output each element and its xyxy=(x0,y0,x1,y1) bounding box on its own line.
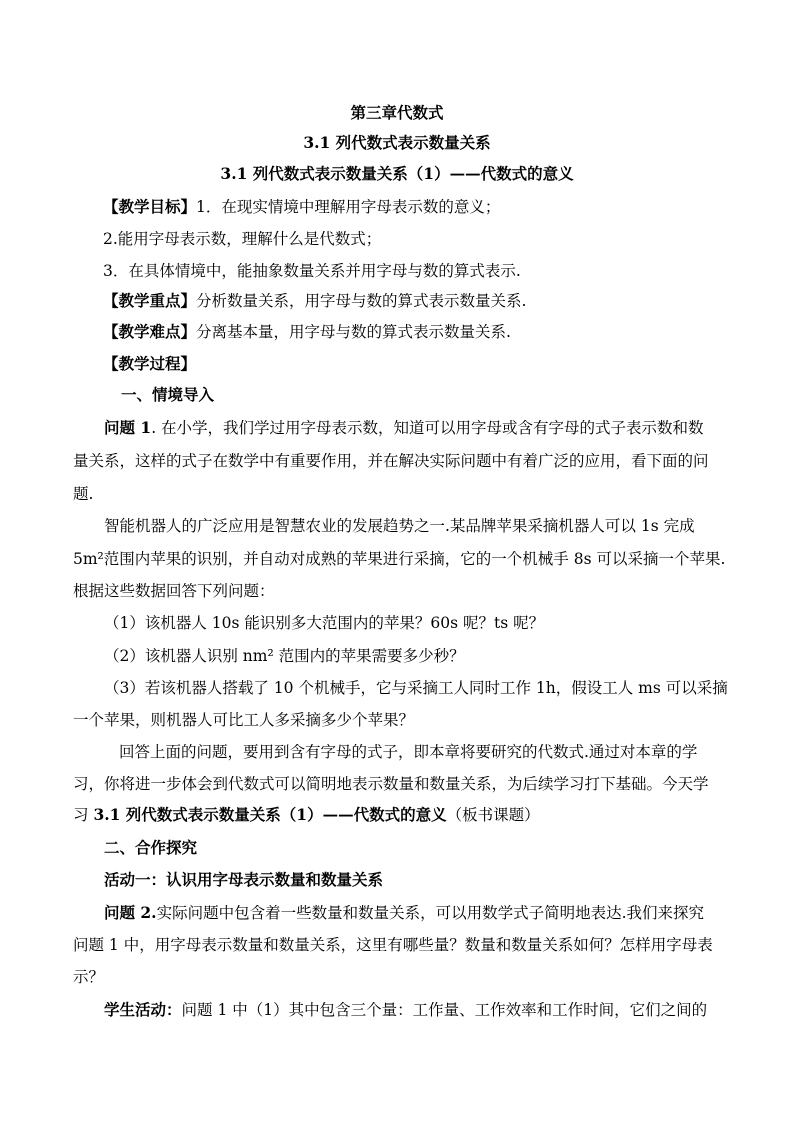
key-points-label: 【教学重点】 xyxy=(103,291,197,310)
section-title: 3.1 列代数式表示数量关系 xyxy=(303,133,491,152)
goals-line-2: 2.能用字母表示数，理解什么是代数式； xyxy=(103,230,382,248)
para1-line-3: 根据这些数据回答下列问题： xyxy=(73,582,275,600)
sub-question-3-line-2: 一个苹果，则机器人可比工人多采摘多少个苹果？ xyxy=(73,711,415,729)
key-points-text: 分析数量关系，用字母与数的算式表示数量关系. xyxy=(196,292,527,310)
para1-line-2: 5m²范围内苹果的识别，并自动对成熟的苹果进行采摘，它的一个机械手 8s 可以采摘一个苹果. xyxy=(73,550,726,568)
q2-label: 问题 2. xyxy=(104,903,157,922)
para2-prefix: 习 xyxy=(73,806,94,824)
q2-line-1 xyxy=(104,903,704,923)
chapter-title: 第三章代数式 xyxy=(350,103,444,122)
q2-text-1: 实际问题中包含着一些数量和数量关系，可以用数学式子简明地表达.我们来探究 xyxy=(156,904,705,922)
sub-question-3-line-1: （3）若该机器人搭载了 10 个机械手，它与采摘工人同时工作 1h，假设工人 ms 可以采摘 xyxy=(104,679,728,697)
q1-line-2: 量关系，这样的式子在数学中有重要作用，并在解决实际问题中有着广泛的应用，看下面的问 xyxy=(73,452,709,470)
sub-question-2: （2）该机器人识别 nm² 范围内的苹果需要多少秒？ xyxy=(104,647,465,665)
q1-line-3: 题. xyxy=(73,485,94,503)
q2-line-3: 示？ xyxy=(73,968,105,986)
part2-heading: 二、合作探究 xyxy=(104,838,198,857)
q1-line-1 xyxy=(104,418,704,438)
para2-line-1: 回答上面的问题，要用到含有字母的式子，即本章将要研究的代数式.通过对本章的学 xyxy=(119,743,698,761)
difficulties xyxy=(103,322,511,342)
goals-text-1: 1．在现实情境中理解用字母表示数的意义； xyxy=(196,198,501,216)
q1-text-1: . 在小学，我们学过用字母表示数，知道可以用字母或含有字母的式子表示数和数 xyxy=(151,419,704,437)
part1-heading: 一、情境导入 xyxy=(121,385,215,404)
student-activity-text: 问题 1 中（1）其中包含三个量：工作量、工作效率和工作时间，它们之间的 xyxy=(181,1001,708,1019)
para2-line-3 xyxy=(73,805,540,825)
difficulties-text: 分离基本量，用字母与数的算式表示数量关系. xyxy=(196,323,511,341)
key-points xyxy=(103,291,526,311)
activity1-heading: 活动一：认识用字母表示数量和数量关系 xyxy=(104,870,384,889)
para2-lesson-title: 3.1 列代数式表示数量关系（1）——代数式的意义 xyxy=(93,805,447,824)
process-label: 【教学过程】 xyxy=(103,354,197,373)
student-activity-label: 学生活动： xyxy=(104,1000,182,1019)
lesson-title: 3.1 列代数式表示数量关系（1）——代数式的意义 xyxy=(220,164,574,183)
sub-question-1: （1）该机器人 10s 能识别多大范围内的苹果？60s 呢？ts 呢？ xyxy=(104,614,545,632)
student-activity-line xyxy=(104,1000,707,1020)
goals-label: 【教学目标】 xyxy=(103,197,197,216)
difficulties-label: 【教学难点】 xyxy=(103,322,197,341)
para2-line-2: 习，你将进一步体会到代数式可以简明地表示数量和数量关系，为后续学习打下基础。今天学 xyxy=(73,775,709,793)
goals-line-3: 3．在具体情境中，能抽象数量关系并用字母与数的算式表示. xyxy=(103,262,521,280)
goals-line-1 xyxy=(103,197,500,217)
para2-suffix: （板书课题） xyxy=(446,806,540,824)
para1-line-1: 智能机器人的广泛应用是智慧农业的发展趋势之一.某品牌苹果采摘机器人可以 1s 完成 xyxy=(104,517,695,535)
q1-label: 问题 1 xyxy=(104,418,152,437)
q2-line-2: 问题 1 中，用字母表示数量和数量关系，这里有哪些量？数量和数量关系如何？怎样用字母表 xyxy=(73,936,713,954)
